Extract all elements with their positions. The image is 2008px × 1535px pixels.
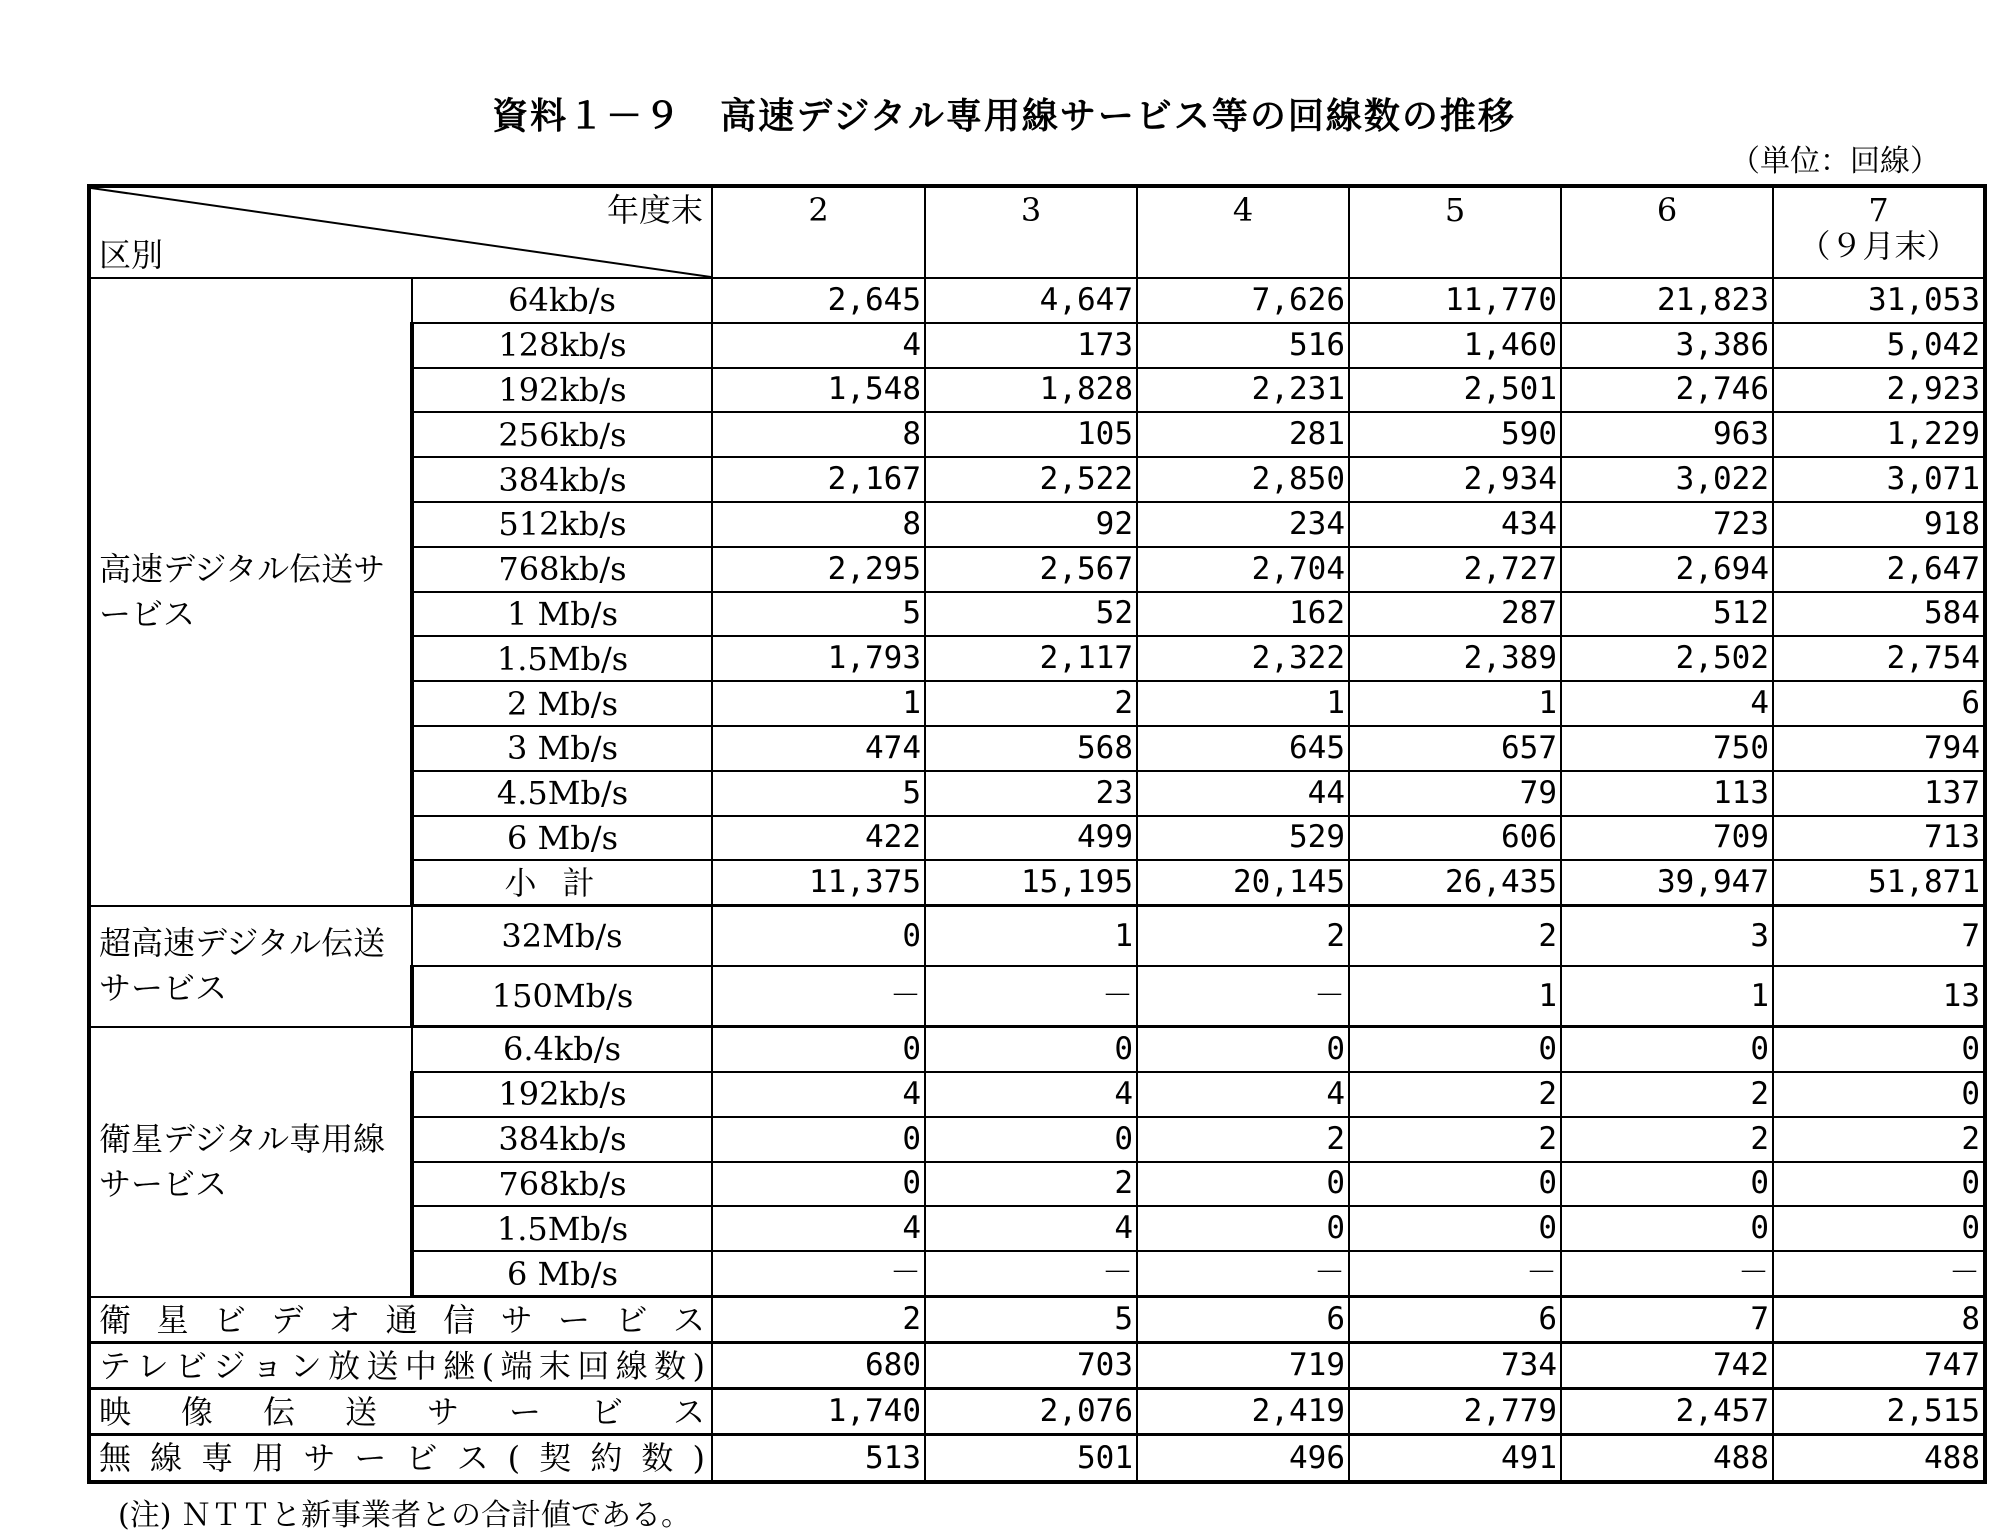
subtotal-label: 小計 bbox=[412, 860, 712, 905]
value-cell: 4,647 bbox=[925, 278, 1137, 323]
value-cell: 2,850 bbox=[1137, 457, 1349, 502]
value-cell: 23 bbox=[925, 771, 1137, 816]
value-cell: 750 bbox=[1561, 726, 1773, 771]
value-cell: 0 bbox=[1137, 1162, 1349, 1207]
value-cell: 44 bbox=[1137, 771, 1349, 816]
value-cell: 2 bbox=[1137, 1117, 1349, 1162]
unit-label: （単位：回線） bbox=[1730, 144, 1940, 179]
value-cell: 513 bbox=[712, 1435, 925, 1482]
value-cell: 1,229 bbox=[1773, 412, 1985, 457]
value-cell: 529 bbox=[1137, 816, 1349, 861]
value-cell: 15,195 bbox=[925, 860, 1137, 905]
value-cell: 713 bbox=[1773, 816, 1985, 861]
value-cell: 4 bbox=[1561, 681, 1773, 726]
value-cell: 2,167 bbox=[712, 457, 925, 502]
value-cell: 1 bbox=[1349, 681, 1561, 726]
speed-label: 4.5Mb/s bbox=[412, 771, 712, 816]
value-cell: 2 bbox=[1561, 1072, 1773, 1117]
value-cell: 79 bbox=[1349, 771, 1561, 816]
value-cell: 0 bbox=[1349, 1206, 1561, 1251]
value-cell: 0 bbox=[712, 906, 925, 966]
table-row bbox=[89, 1389, 1985, 1435]
value-cell: 0 bbox=[1773, 1027, 1985, 1072]
value-cell: 723 bbox=[1561, 502, 1773, 547]
value-cell: 794 bbox=[1773, 726, 1985, 771]
value-cell: 1 bbox=[1137, 681, 1349, 726]
value-cell: 1 bbox=[712, 681, 925, 726]
value-cell: 434 bbox=[1349, 502, 1561, 547]
value-cell: 20,145 bbox=[1137, 860, 1349, 905]
value-cell: 719 bbox=[1137, 1343, 1349, 1389]
speed-label: 32Mb/s bbox=[412, 906, 712, 966]
speed-label: 1.5Mb/s bbox=[412, 636, 712, 681]
value-cell: － bbox=[925, 1251, 1137, 1296]
category-cell: 超高速デジタル伝送サービス bbox=[89, 906, 412, 1027]
category-cell: 衛星デジタル専用線サービス bbox=[89, 1027, 412, 1297]
value-cell: 680 bbox=[712, 1343, 925, 1389]
value-cell: 2 bbox=[925, 681, 1137, 726]
category-cell: 高速デジタル伝送サービス bbox=[89, 278, 412, 906]
year-header-last bbox=[1773, 186, 1985, 278]
year-header-value: 7 bbox=[1868, 191, 1889, 229]
value-cell: 2,694 bbox=[1561, 547, 1773, 592]
year-header: 4 bbox=[1137, 186, 1349, 278]
service-label: 映像伝送サービス bbox=[89, 1389, 712, 1435]
value-cell: 2,645 bbox=[712, 278, 925, 323]
value-cell: 2,779 bbox=[1349, 1389, 1561, 1435]
year-header: 3 bbox=[925, 186, 1137, 278]
value-cell: 6 bbox=[1773, 681, 1985, 726]
value-cell: 3,386 bbox=[1561, 323, 1773, 368]
value-cell: 0 bbox=[1561, 1027, 1773, 1072]
value-cell: － bbox=[925, 966, 1137, 1026]
value-cell: 0 bbox=[1561, 1162, 1773, 1207]
value-cell: 7 bbox=[1773, 906, 1985, 966]
value-cell: 0 bbox=[712, 1162, 925, 1207]
value-cell: 1,828 bbox=[925, 368, 1137, 413]
value-cell: 2,389 bbox=[1349, 636, 1561, 681]
value-cell: 3,071 bbox=[1773, 457, 1985, 502]
value-cell: 8 bbox=[712, 502, 925, 547]
value-cell: 4 bbox=[925, 1072, 1137, 1117]
value-cell: 0 bbox=[1773, 1162, 1985, 1207]
value-cell: 137 bbox=[1773, 771, 1985, 816]
value-cell: 496 bbox=[1137, 1435, 1349, 1482]
speed-label: 384kb/s bbox=[412, 1117, 712, 1162]
value-cell: 734 bbox=[1349, 1343, 1561, 1389]
value-cell: 1,548 bbox=[712, 368, 925, 413]
speed-label: 6.4kb/s bbox=[412, 1027, 712, 1072]
category-label: 区別 bbox=[99, 236, 164, 274]
value-cell: 2 bbox=[925, 1162, 1137, 1207]
value-cell: 2 bbox=[1773, 1117, 1985, 1162]
value-cell: 2,502 bbox=[1561, 636, 1773, 681]
value-cell: － bbox=[1349, 1251, 1561, 1296]
value-cell: 4 bbox=[712, 323, 925, 368]
value-cell: 0 bbox=[1773, 1072, 1985, 1117]
value-cell: 2,923 bbox=[1773, 368, 1985, 413]
value-cell: 963 bbox=[1561, 412, 1773, 457]
value-cell: 488 bbox=[1773, 1435, 1985, 1482]
value-cell: 0 bbox=[1137, 1206, 1349, 1251]
value-cell: 516 bbox=[1137, 323, 1349, 368]
value-cell: 606 bbox=[1349, 816, 1561, 861]
table-row bbox=[89, 1027, 1985, 1072]
value-cell: 709 bbox=[1561, 816, 1773, 861]
header-row bbox=[89, 186, 1985, 278]
corner-header-cell bbox=[89, 186, 712, 278]
value-cell: 1 bbox=[1561, 966, 1773, 1026]
value-cell: 173 bbox=[925, 323, 1137, 368]
value-cell: 491 bbox=[1349, 1435, 1561, 1482]
value-cell: 2,647 bbox=[1773, 547, 1985, 592]
value-cell: 6 bbox=[1349, 1297, 1561, 1343]
value-cell: 0 bbox=[925, 1117, 1137, 1162]
value-cell: 5 bbox=[712, 592, 925, 637]
value-cell: 422 bbox=[712, 816, 925, 861]
year-header: 2 bbox=[712, 186, 925, 278]
value-cell: 2,567 bbox=[925, 547, 1137, 592]
value-cell: 5 bbox=[925, 1297, 1137, 1343]
value-cell: 2,515 bbox=[1773, 1389, 1985, 1435]
speed-label: 1 Mb/s bbox=[412, 592, 712, 637]
speed-label: 150Mb/s bbox=[412, 966, 712, 1026]
value-cell: 2,746 bbox=[1561, 368, 1773, 413]
footnote: (注) ＮＴＴと新事業者との合計値である。 bbox=[118, 1498, 691, 1533]
speed-label: 768kb/s bbox=[412, 1162, 712, 1207]
speed-label: 256kb/s bbox=[412, 412, 712, 457]
speed-label: 768kb/s bbox=[412, 547, 712, 592]
speed-label: 6 Mb/s bbox=[412, 1251, 712, 1296]
year-header: 6 bbox=[1561, 186, 1773, 278]
year-header: 5 bbox=[1349, 186, 1561, 278]
value-cell: 512 bbox=[1561, 592, 1773, 637]
value-cell: 488 bbox=[1561, 1435, 1773, 1482]
value-cell: 2,322 bbox=[1137, 636, 1349, 681]
value-cell: 501 bbox=[925, 1435, 1137, 1482]
value-cell: 2 bbox=[1349, 1072, 1561, 1117]
value-cell: 2,231 bbox=[1137, 368, 1349, 413]
value-cell: 2,727 bbox=[1349, 547, 1561, 592]
service-label: 無線専用サービス(契約数) bbox=[89, 1435, 712, 1482]
table-row bbox=[89, 1343, 1985, 1389]
value-cell: 645 bbox=[1137, 726, 1349, 771]
value-cell: 31,053 bbox=[1773, 278, 1985, 323]
value-cell: 2 bbox=[1349, 1117, 1561, 1162]
service-label: 衛星ビデオ通信サービス bbox=[89, 1297, 712, 1343]
value-cell: 8 bbox=[712, 412, 925, 457]
value-cell: － bbox=[1773, 1251, 1985, 1296]
value-cell: 3,022 bbox=[1561, 457, 1773, 502]
value-cell: 2,076 bbox=[925, 1389, 1137, 1435]
value-cell: 4 bbox=[925, 1206, 1137, 1251]
value-cell: 8 bbox=[1773, 1297, 1985, 1343]
value-cell: 0 bbox=[1137, 1027, 1349, 1072]
value-cell: 1,793 bbox=[712, 636, 925, 681]
speed-label: 512kb/s bbox=[412, 502, 712, 547]
value-cell: 26,435 bbox=[1349, 860, 1561, 905]
table-row bbox=[89, 906, 1985, 966]
value-cell: 2,704 bbox=[1137, 547, 1349, 592]
value-cell: 51,871 bbox=[1773, 860, 1985, 905]
speed-label: 6 Mb/s bbox=[412, 816, 712, 861]
value-cell: 2 bbox=[712, 1297, 925, 1343]
speed-label: 192kb/s bbox=[412, 368, 712, 413]
value-cell: 4 bbox=[712, 1206, 925, 1251]
value-cell: 11,375 bbox=[712, 860, 925, 905]
value-cell: 1,740 bbox=[712, 1389, 925, 1435]
value-cell: 3 bbox=[1561, 906, 1773, 966]
table-row bbox=[89, 278, 1985, 323]
value-cell: 52 bbox=[925, 592, 1137, 637]
value-cell: 7 bbox=[1561, 1297, 1773, 1343]
value-cell: 1 bbox=[925, 906, 1137, 966]
value-cell: 2 bbox=[1137, 906, 1349, 966]
value-cell: 2,419 bbox=[1137, 1389, 1349, 1435]
value-cell: 0 bbox=[1561, 1206, 1773, 1251]
value-cell: 657 bbox=[1349, 726, 1561, 771]
speed-label: 192kb/s bbox=[412, 1072, 712, 1117]
value-cell: 0 bbox=[925, 1027, 1137, 1072]
value-cell: 0 bbox=[1773, 1206, 1985, 1251]
value-cell: 703 bbox=[925, 1343, 1137, 1389]
value-cell: 2 bbox=[1349, 906, 1561, 966]
speed-label: 1.5Mb/s bbox=[412, 1206, 712, 1251]
value-cell: 21,823 bbox=[1561, 278, 1773, 323]
value-cell: 747 bbox=[1773, 1343, 1985, 1389]
year-header-sub: （９月末） bbox=[1798, 227, 1959, 265]
value-cell: 590 bbox=[1349, 412, 1561, 457]
value-cell: 281 bbox=[1137, 412, 1349, 457]
value-cell: 0 bbox=[712, 1027, 925, 1072]
value-cell: 0 bbox=[1349, 1027, 1561, 1072]
value-cell: 2,117 bbox=[925, 636, 1137, 681]
value-cell: － bbox=[1561, 1251, 1773, 1296]
value-cell: － bbox=[1137, 1251, 1349, 1296]
value-cell: 287 bbox=[1349, 592, 1561, 637]
value-cell: 2,754 bbox=[1773, 636, 1985, 681]
value-cell: 918 bbox=[1773, 502, 1985, 547]
value-cell: 0 bbox=[712, 1117, 925, 1162]
page-title: 資料１－９ 高速デジタル専用線サービス等の回線数の推移 bbox=[492, 96, 1516, 137]
speed-label: 2 Mb/s bbox=[412, 681, 712, 726]
table-row bbox=[89, 1435, 1985, 1482]
value-cell: 742 bbox=[1561, 1343, 1773, 1389]
speed-label: 384kb/s bbox=[412, 457, 712, 502]
data-table bbox=[87, 184, 1987, 1484]
value-cell: 1,460 bbox=[1349, 323, 1561, 368]
value-cell: － bbox=[1137, 966, 1349, 1026]
value-cell: 2,522 bbox=[925, 457, 1137, 502]
value-cell: 113 bbox=[1561, 771, 1773, 816]
value-cell: 5,042 bbox=[1773, 323, 1985, 368]
value-cell: 7,626 bbox=[1137, 278, 1349, 323]
value-cell: － bbox=[712, 1251, 925, 1296]
speed-label: 3 Mb/s bbox=[412, 726, 712, 771]
value-cell: 2,501 bbox=[1349, 368, 1561, 413]
service-label: テレビジョン放送中継(端末回線数) bbox=[89, 1343, 712, 1389]
table-row bbox=[89, 1297, 1985, 1343]
value-cell: 6 bbox=[1137, 1297, 1349, 1343]
value-cell: 234 bbox=[1137, 502, 1349, 547]
value-cell: 0 bbox=[1349, 1162, 1561, 1207]
value-cell: 2 bbox=[1561, 1117, 1773, 1162]
value-cell: 4 bbox=[712, 1072, 925, 1117]
value-cell: 13 bbox=[1773, 966, 1985, 1026]
fiscal-year-end-label: 年度末 bbox=[606, 191, 703, 229]
value-cell: 1 bbox=[1349, 966, 1561, 1026]
value-cell: 2,295 bbox=[712, 547, 925, 592]
value-cell: 162 bbox=[1137, 592, 1349, 637]
value-cell: 92 bbox=[925, 502, 1137, 547]
speed-label: 128kb/s bbox=[412, 323, 712, 368]
value-cell: 105 bbox=[925, 412, 1137, 457]
value-cell: 584 bbox=[1773, 592, 1985, 637]
value-cell: 2,457 bbox=[1561, 1389, 1773, 1435]
value-cell: 568 bbox=[925, 726, 1137, 771]
value-cell: － bbox=[712, 966, 925, 1026]
value-cell: 11,770 bbox=[1349, 278, 1561, 323]
value-cell: 5 bbox=[712, 771, 925, 816]
value-cell: 499 bbox=[925, 816, 1137, 861]
value-cell: 39,947 bbox=[1561, 860, 1773, 905]
value-cell: 4 bbox=[1137, 1072, 1349, 1117]
value-cell: 474 bbox=[712, 726, 925, 771]
value-cell: 2,934 bbox=[1349, 457, 1561, 502]
speed-label: 64kb/s bbox=[412, 278, 712, 323]
